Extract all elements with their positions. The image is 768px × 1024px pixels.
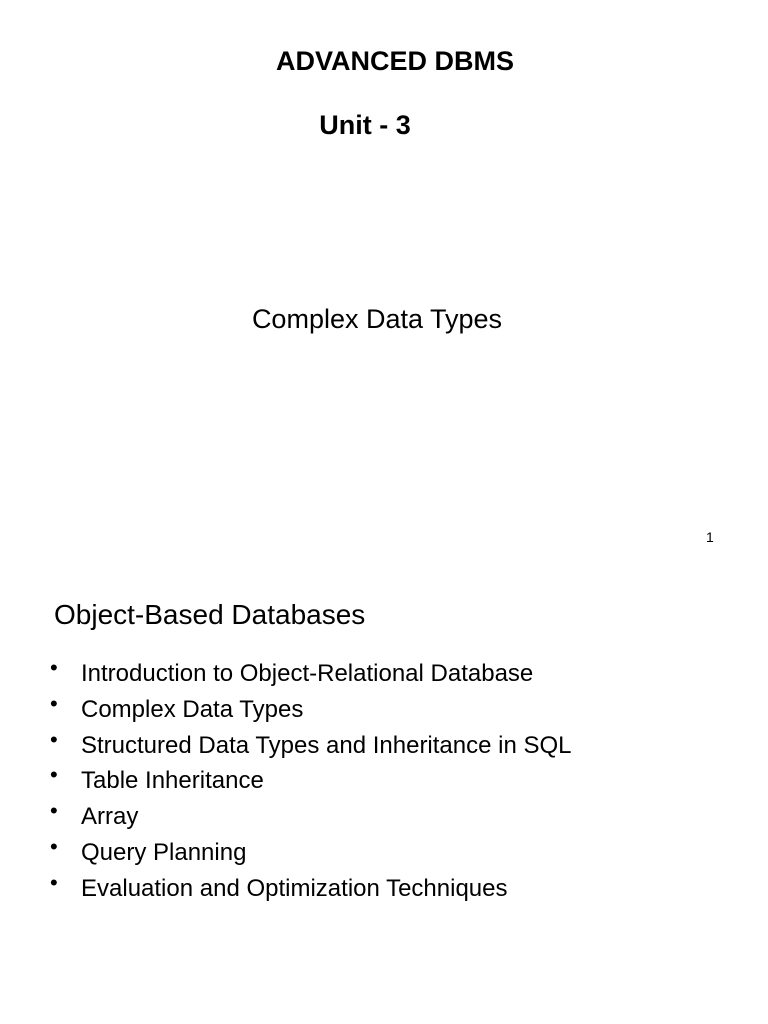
bullet-icon: • (50, 690, 58, 716)
slide-subtitle: Complex Data Types (251, 304, 503, 334)
unit-title: Unit - 3 (319, 110, 411, 140)
page-number: 1 (706, 529, 714, 545)
slide-heading: Object-Based Databases (54, 599, 366, 630)
list-item-text: Introduction to Object-Relational Database (81, 660, 534, 687)
bullet-icon: • (50, 655, 58, 680)
bullet-icon: • (50, 869, 58, 895)
list-item-text: Query Planning (81, 838, 247, 866)
list-item-text: Structured Data Types and Inheritance in SQL (81, 731, 572, 759)
bullet-icon: • (50, 762, 58, 788)
list-item-text: Evaluation and Optimization Techniques (81, 874, 508, 902)
bullet-icon: • (50, 833, 58, 859)
list-item-text: Complex Data Types (81, 695, 304, 723)
bullet-icon: • (50, 726, 58, 752)
course-title: ADVANCED DBMS (275, 46, 514, 76)
list-item-text: Table Inheritance (81, 767, 264, 795)
bullet-icon: • (50, 798, 58, 824)
content-slide (0, 576, 768, 1024)
list-item-text: Array (81, 803, 139, 831)
